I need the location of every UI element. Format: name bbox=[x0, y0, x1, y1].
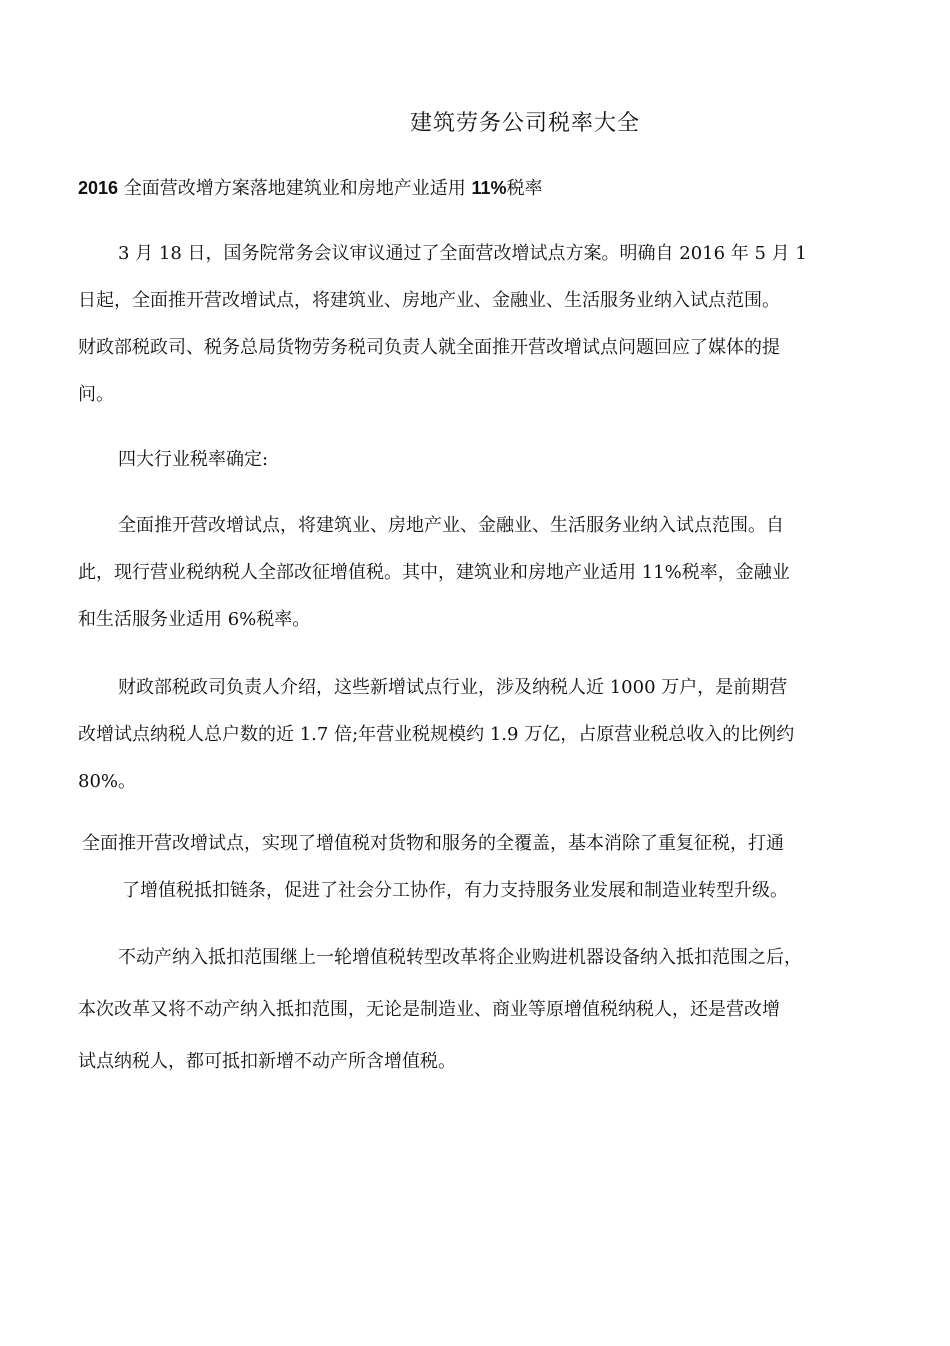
paragraph-real-estate bbox=[78, 932, 888, 1088]
paragraph-line: 四大行业税率确定: bbox=[118, 449, 269, 470]
subtitle-text: 全面营改增方案落地建筑业和房地产业适用 bbox=[118, 178, 472, 199]
document-title: 建筑劳务公司税率大全 bbox=[409, 111, 640, 136]
paragraph-line: 试点纳税人，都可抵扣新增不动产所含增值税。 bbox=[78, 1051, 456, 1072]
paragraph-line: 改增试点纳税人总户数的近 1.7 倍;年营业税规模约 1.9 万亿，占原营业税总收入的比例约 bbox=[78, 724, 795, 745]
subtitle-rate: 11% bbox=[471, 178, 507, 198]
paragraph-line: 财政部税政司负责人介绍，这些新增试点行业，涉及纳税人近 1000 万户，是前期营 bbox=[118, 677, 788, 698]
paragraph-line: 本次改革又将不动产纳入抵扣范围，无论是制造业、商业等原增值税纳税人，还是营改增 bbox=[78, 999, 780, 1020]
paragraph-line: 不动产纳入抵扣范围继上一轮增值税转型改革将企业购进机器设备纳入抵扣范围之后， bbox=[118, 947, 802, 968]
paragraph-line: 日起，全面推开营改增试点，将建筑业、房地产业、金融业、生活服务业纳入试点范围。 bbox=[78, 290, 780, 311]
subtitle-year: 2016 bbox=[78, 178, 119, 198]
paragraph-line: 3 月 18 日，国务院常务会议审议通过了全面营改增试点方案。明确自 2016 年 5 月 1 bbox=[118, 243, 807, 264]
document-subtitle bbox=[78, 174, 543, 200]
paragraph-heading-rates bbox=[78, 436, 888, 483]
paragraph-line: 了增值税抵扣链条，促进了社会分工协作，有力支持服务业发展和制造业转型升级。 bbox=[122, 880, 788, 901]
paragraph-line: 全面推开营改增试点，实现了增值税对货物和服务的全覆盖，基本消除了重复征税，打通 bbox=[82, 833, 784, 854]
subtitle-suffix: 税率 bbox=[506, 178, 543, 199]
paragraph-line: 此，现行营业税纳税人全部改征增值税。其中，建筑业和房地产业适用 11%税率，金融业 bbox=[78, 562, 790, 583]
paragraph-line: 和生活服务业适用 6%税率。 bbox=[78, 609, 311, 630]
paragraph-announcement bbox=[78, 230, 888, 418]
paragraph-rates bbox=[78, 502, 888, 643]
paragraph-line: 80%。 bbox=[78, 771, 137, 792]
paragraph-taxpayers bbox=[78, 664, 888, 805]
paragraph-line: 全面推开营改增试点，将建筑业、房地产业、金融业、生活服务业纳入试点范围。自 bbox=[118, 515, 784, 536]
paragraph-line: 财政部税政司、税务总局货物劳务税司负责人就全面推开营改增试点问题回应了媒体的提 bbox=[78, 337, 780, 358]
paragraph-line: 问。 bbox=[78, 384, 114, 405]
paragraph-coverage bbox=[82, 820, 892, 914]
